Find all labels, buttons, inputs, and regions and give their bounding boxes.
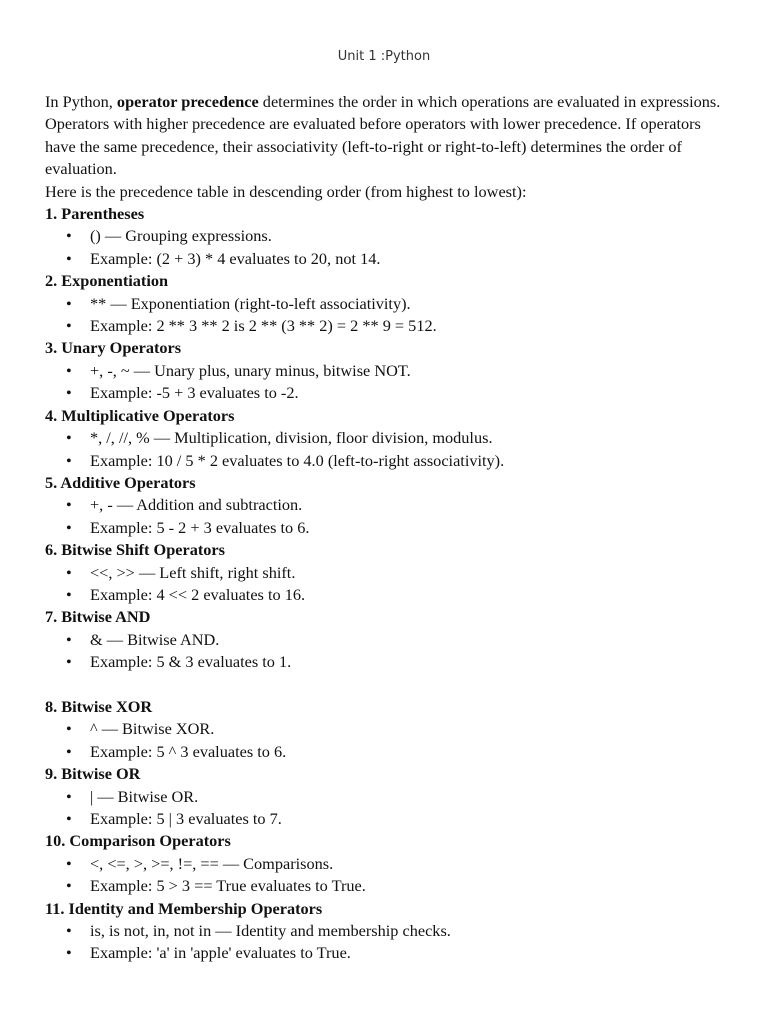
section-title: 3. Unary Operators	[45, 338, 182, 358]
section-title: 6. Bitwise Shift Operators	[45, 540, 225, 560]
list-item: • *, /, //, % — Multiplication, division, floor division, modulus.	[45, 427, 725, 449]
bullet-list	[45, 853, 725, 898]
section-bitwise-and	[45, 606, 725, 673]
intro-part2: determines the order in which operations are evaluated in expressions. Operators with higher precedence are evaluated before operators with lower precedence. If operators have the same precedence, their associativity (left-to-right or right-to-left) determines the order of evaluation.	[45, 92, 721, 179]
intro-paragraph	[45, 91, 725, 203]
list-item: • Example: 2 ** 3 ** 2 is 2 ** (3 ** 2) = 2 ** 9 = 512.	[45, 315, 725, 337]
bullet-list	[45, 562, 725, 607]
intro-part1: In Python,	[45, 92, 117, 111]
list-item: • Example: 5 | 3 evaluates to 7.	[45, 808, 725, 830]
list-item: • Example: -5 + 3 evaluates to -2.	[45, 382, 725, 404]
bullet-list	[45, 786, 725, 831]
list-item: • ** — Exponentiation (right-to-left associativity).	[45, 293, 725, 315]
page-header: Unit 1 :Python	[337, 49, 431, 64]
list-item: • <, <=, >, >=, !=, == — Comparisons.	[45, 853, 725, 875]
section-title: 8. Bitwise XOR	[45, 696, 153, 716]
list-item: • Example: (2 + 3) * 4 evaluates to 20, not 14.	[45, 248, 725, 270]
list-item: • | — Bitwise OR.	[45, 786, 725, 808]
list-item: • & — Bitwise AND.	[45, 629, 725, 651]
bullet-list	[45, 629, 725, 674]
section-comparison-operators	[45, 830, 725, 897]
list-item: • Example: 10 / 5 * 2 evaluates to 4.0 (left-to-right associativity).	[45, 450, 725, 472]
bullet-list	[45, 427, 725, 472]
section-title: 10. Comparison Operators	[45, 831, 231, 851]
bullet-list	[45, 293, 725, 338]
section-identity-membership-operators	[45, 898, 725, 965]
section-title: 11. Identity and Membership Operators	[45, 898, 323, 918]
bullet-list	[45, 360, 725, 405]
section-title: 2. Exponentiation	[45, 271, 169, 291]
list-item: • +, -, ~ — Unary plus, unary minus, bitwise NOT.	[45, 360, 725, 382]
list-item: • Example: 5 ^ 3 evaluates to 6.	[45, 741, 725, 763]
section-unary-operators	[45, 337, 725, 404]
section-parentheses	[45, 203, 725, 270]
list-item: • is, is not, in, not in — Identity and membership checks.	[45, 920, 725, 942]
bullet-list	[45, 225, 725, 270]
intro-table-note: Here is the precedence table in descending order (from highest to lowest):	[45, 181, 527, 201]
list-item: • ^ — Bitwise XOR.	[45, 718, 725, 740]
bullet-list	[45, 494, 725, 539]
document-body	[45, 91, 725, 965]
list-item: • Example: 5 > 3 == True evaluates to True.	[45, 875, 725, 897]
section-title: 5. Additive Operators	[45, 472, 196, 492]
intro-text	[45, 91, 725, 181]
section-bitwise-xor	[45, 696, 725, 763]
list-item: • <<, >> — Left shift, right shift.	[45, 562, 725, 584]
list-item: • Example: 5 - 2 + 3 evaluates to 6.	[45, 517, 725, 539]
intro-bold-term: operator precedence	[116, 92, 259, 111]
section-multiplicative-operators	[45, 405, 725, 472]
list-item: • () — Grouping expressions.	[45, 225, 725, 247]
section-bitwise-or	[45, 763, 725, 830]
list-item: • Example: 'a' in 'apple' evaluates to True.	[45, 942, 725, 964]
list-item: • +, - — Addition and subtraction.	[45, 494, 725, 516]
bullet-list	[45, 718, 725, 763]
bullet-list	[45, 920, 725, 965]
section-exponentiation	[45, 270, 725, 337]
section-title: 1. Parentheses	[45, 204, 145, 224]
section-additive-operators	[45, 472, 725, 539]
section-title: 4. Multiplicative Operators	[45, 405, 235, 425]
list-item: • Example: 5 & 3 evaluates to 1.	[45, 651, 725, 673]
section-title: 9. Bitwise OR	[45, 764, 141, 784]
section-bitwise-shift-operators	[45, 539, 725, 606]
section-title: 7. Bitwise AND	[45, 607, 151, 627]
list-item: • Example: 4 << 2 evaluates to 16.	[45, 584, 725, 606]
